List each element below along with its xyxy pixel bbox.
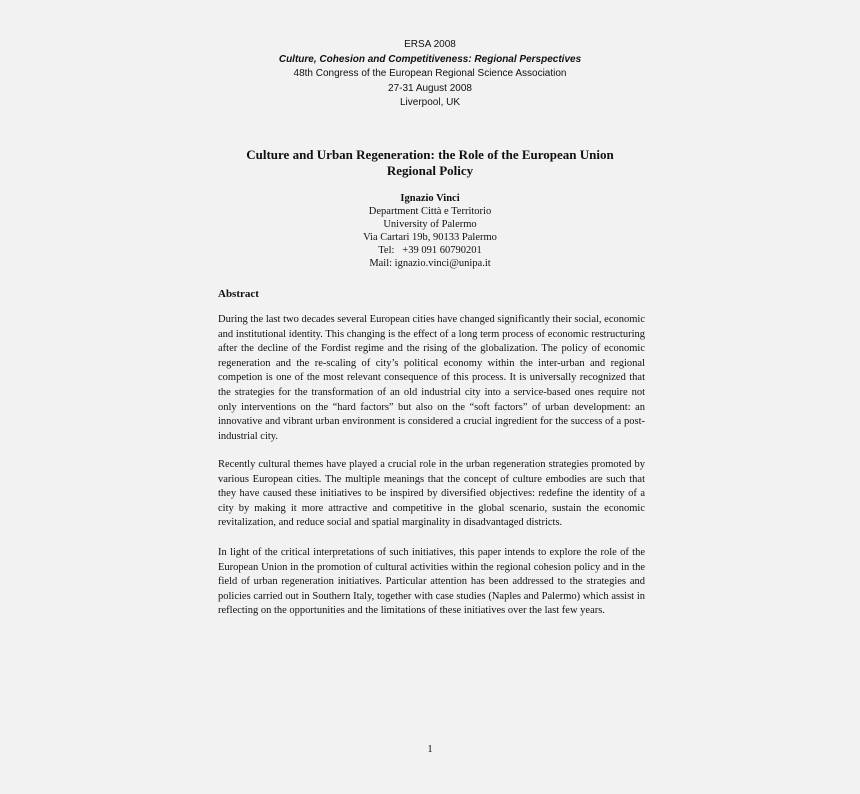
abstract-paragraph-3: In light of the critical interpretations of such initiatives, this paper intends to explore the role of the European Union in the promotion of cultural activities within the regional cohesion policy and in the field of urban regeneration initiatives. Particular attention has been addressed to the strategies and policies carried out in Southern Italy, together with case studies (Naples and Palermo) which assist in reflecting on the opportunities and the limitations of these initiatives over the last few years. bbox=[218, 547, 645, 617]
author-university: University of Palermo bbox=[383, 219, 477, 230]
paper-title-line1: Culture and Urban Regeneration: the Role of the European Union bbox=[246, 147, 614, 162]
abstract-paragraph-2: Recently cultural themes have played a crucial role in the urban regeneration strategies promoted by various European cities. The multiple meanings that the concept of culture embodies are such that they have caused these initiatives to be inspired by diversified objectives: redefine the identity of a city by making it more attractive and competitive in the global scenario, sustain the economic revitalization, and reduce social and spatial marginality in disadvantaged districts. bbox=[218, 459, 645, 529]
conference-name: ERSA 2008 bbox=[404, 39, 456, 50]
page-number: 1 bbox=[427, 743, 433, 755]
abstract-heading: Abstract bbox=[218, 288, 259, 300]
author-mail: Mail: ignazio.vinci@unipa.it bbox=[369, 258, 491, 269]
author-tel: Tel: +39 091 60790201 bbox=[378, 245, 482, 256]
abstract-paragraph-1: During the last two decades several European cities have changed significantly their social, economic and institutional identity. This changing is the effect of a long term process of economic restructuring after the decline of the Fordist regime and the rising of the globalization. The policy of economic regeneration and the re-scaling of city’s political economy within the inter-urban and regional competion is one of the most relevant consequence of this process. It is universally recognized that the strategies for the transformation of an old industrial city into a service-based ones require not only interventions on the “hard factors” but also on the “soft factors” of urban development: an innovative and vibrant urban environment is considered a crucial ingredient for the success of a post-industrial city. bbox=[218, 314, 645, 442]
paper-title bbox=[0, 147, 860, 179]
conference-location: Liverpool, UK bbox=[399, 97, 461, 108]
author-address: Via Cartari 19b, 90133 Palermo bbox=[363, 232, 497, 243]
paper-title-line2: Regional Policy bbox=[386, 163, 474, 178]
author-name: Ignazio Vinci bbox=[400, 193, 460, 204]
conference-congress: 48th Congress of the European Regional Science Association bbox=[293, 68, 567, 79]
author-department: Department Città e Territorio bbox=[368, 206, 492, 217]
conference-dates: 27-31 August 2008 bbox=[388, 83, 472, 94]
conference-theme: Culture, Cohesion and Competitiveness: Regional Perspectives bbox=[278, 54, 582, 65]
author-block bbox=[0, 192, 860, 270]
